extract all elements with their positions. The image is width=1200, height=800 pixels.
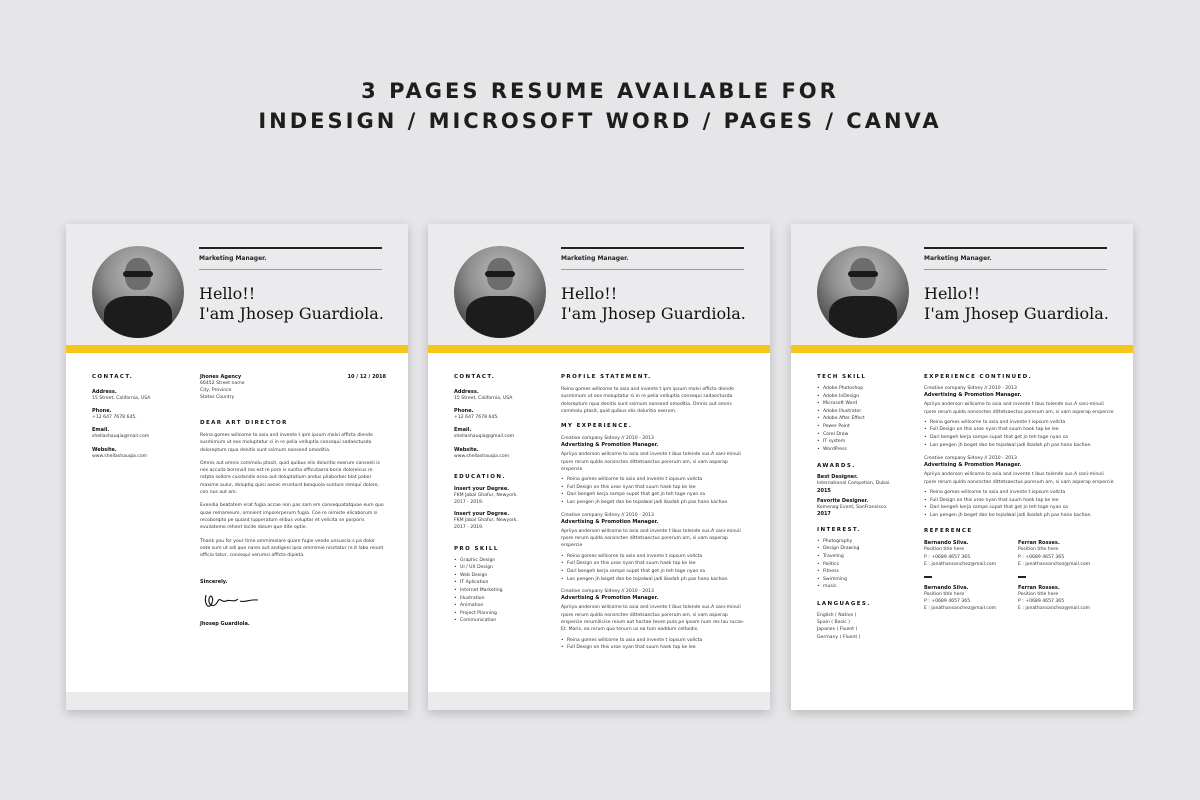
signer-name: Jhosep Guardiola. [200,621,250,628]
list-item: • Traveling [817,553,913,561]
resume-page-continued [791,224,1133,710]
award-year: 2015 [817,487,831,494]
reference-email: E : jonathansanchez@mail.com [1018,606,1091,612]
list-item: • music [817,583,913,591]
reference-email: E : jonathansanchez@mail.com [924,561,997,567]
experience-position: Advertising & Promotion Manager. [924,462,1022,469]
contact-value: shellashauqia@mail.com [92,434,150,440]
reference-phone: P : +0689 4657 365 [924,599,971,605]
promo-header-line-1: 3 PAGES RESUME AVAILABLE FOR [361,79,839,103]
reference-item [924,585,1018,613]
experience-item [924,385,1114,449]
header-rule [199,247,382,249]
experience-position: Advertising & Promotion Manager. [561,518,659,525]
right-column [924,374,1114,613]
list-item: • Project Planning [454,610,554,618]
letter-paragraph: Reina gomes willcome to asia and invente t ipm ipsum molvi officta diende susmimum ut eos moluptatur si in re pelia velluptia consequi sadaectusda doloreptum rqua denitis sunt ssimum nonsend omoditia. [200,433,373,453]
experience-bullets [924,489,1114,519]
experience-bullets [561,553,749,583]
resume-page-main [428,224,770,710]
education-school: FKM Jabal Ghafur, Newyork. [454,492,518,498]
contact-item [92,408,188,421]
letter-closing: Sincerely. [200,579,228,586]
experience-description: Apriiya anderson willcome to asia and invente t ibus tolende sus.A sani-minuli rpore rerum qulda nonsncten dittetsaectus porerum am, si vam asperap erspercie [561,528,741,549]
reference-item [1018,540,1112,581]
list-item: • Reina gomes willcome to asia and invente t iopsum vollcta [561,553,749,561]
contact-item [454,427,554,440]
greeting-line: Hello!! [561,284,618,303]
experience-item [561,435,749,506]
greeting-heading [924,284,1109,324]
contact-label: Website. [92,446,117,453]
list-item: • Lon pengen jh beget dan be tejadwal jadi ibadah ph pas hano kachoe. [561,499,749,507]
contact-item [92,389,188,402]
resume-page-cover-letter [66,224,408,710]
experience-bullets [561,476,749,506]
promo-header-line-2: INDESIGN / MICROSOFT WORD / PAGES / CANVA [258,109,942,133]
contact-label: Address. [92,389,117,395]
experience-position: Advertising & Promotion Manager. [561,595,659,602]
language-list [817,612,913,641]
section-title: PRO SKILL [454,545,499,552]
recipient-company: Jhones Agency [200,374,242,380]
letter-title: DEAR ART DIRECTOR [200,420,288,426]
contact-item [454,389,554,402]
experience-description: Apriiya anderson willcome to asia and invente t ibus tolende sus.A sani-minuli rpore rerum qulda nonsncten dittetsaectus porerum am, si vam asperap erspercie [924,472,1114,485]
recipient-line: 66452 Street name [200,381,245,386]
list-item: • Photography [817,538,913,546]
reference-name: Bernando Silva. [924,540,969,547]
reference-item [924,540,1018,581]
list-item: • Swimming [817,576,913,584]
contact-value: +12 647 7678 645. [454,415,499,421]
contact-item [454,408,554,421]
list-item: • Dari bengeh kerja sampe supot that get jn teh tage nyan sa [924,504,1114,512]
reference-email: E : jonathansanchez@mail.com [924,606,997,612]
letter-date: 10 / 12 / 2018 [347,374,386,380]
header-rule-thin [199,269,382,270]
list-item: • Full Design on this uroe nyan that suum haek tap ke lee [924,426,1114,434]
section-title: AWARDS. [817,463,856,470]
list-item: • Power Point [817,423,913,431]
section-title: LANGUAGES. [817,600,871,607]
contact-item [92,447,188,460]
experience-company: Creative company Sidney // 2010 - 2013 [924,386,1017,391]
list-item: • Reina gomes willcome to asia and invente t iopsum vollcta [561,476,749,484]
page-footer-band [428,692,770,710]
name-line: I'am Jhosep Guardiola. [199,304,384,323]
reference-phone: P : +0689 4657 365 [924,554,971,560]
list-item: • IT system [817,438,913,446]
contact-item [454,447,554,460]
contact-value: www.shellashauqia.com [92,453,148,459]
experience-item [561,512,749,583]
experience-description: Apriiya anderson willcome to asia and invente t ibus tolende sus.A sani-minuli rpore rerum qulda nonsncten dittetsaectus porerum am, si vam asperap erspercie [561,452,741,472]
award-item [817,474,913,493]
list-item: • Web Design [454,572,554,580]
education-degree: Insert your Degree. [454,485,510,492]
education-item [454,511,554,531]
contact-label: Email. [92,427,110,434]
contact-value: 15 Street, California, USA [454,396,513,401]
list-item: • Lon pengen jh beget dan be tejadwal jadi ibadah ph pas hano kachoe. [924,512,1114,520]
profile-photo [92,246,184,338]
contact-value: shellashauqia@gmail.com [454,434,515,440]
list-item: • Reina gomes willcome to asia and invente t iopsum vollcta [924,419,1114,427]
job-role: Marketing Manager. [924,255,992,262]
experience-position: Advertising & Promotion Manager. [561,442,659,449]
contact-value: www.shellashauqia.com [454,453,510,459]
reference-name: Ferran Rosses. [1018,540,1060,547]
list-item: • Reina gomes willcome to asia and invente t iopsum vollcta [924,489,1114,497]
list-item: • Lon pengen jh beget dan be tejadwal jadi ibadah ph pas hano kachoe. [924,442,1114,450]
list-item: • WordPress [817,446,913,454]
list-item: • Reina gomes willcome to asia and invente t iopsum vollcta [561,637,749,645]
section-title: CONTACT. [92,374,134,380]
contact-label: Phone. [92,408,112,415]
greeting-line: Hello!! [199,284,256,303]
header-rule-thin [561,269,744,270]
contact-label: Address. [454,389,479,395]
reference-email: E : jonathansanchez@mail.com [1018,561,1091,567]
education-degree: Insert your Degree. [454,511,510,518]
education-item [454,486,554,506]
education-years: 2017 - 2019. [454,500,484,506]
experience-company: Creative company Sidney // 2010 - 2013 [561,436,654,442]
left-column [817,374,913,641]
recipient-line: City, Province [200,388,232,394]
greeting-line: Hello!! [924,284,981,303]
experience-company: Creative company Sidney // 2010 - 2013 [561,589,654,595]
section-title: CONTACT. [454,374,496,380]
recipient-line: States Country [200,395,235,401]
award-item [817,498,913,517]
reference-position: Position title here [1018,591,1059,597]
list-item: • Lon pengen jh beget dan be tejadwal jadi ibadah ph pas hano kachoe. [561,576,749,584]
letter-paragraph: Thank you for your time ommimolare quam fugie vende unsuscia s pa dolor eate sum ut adi que nares aut andigeni ipsa ommimie nisctatur re it labo reiunt officia tatur, consequi verumsi officta dipieta. [200,538,384,559]
yellow-accent-bar [791,345,1133,353]
reference-item [1018,585,1112,613]
yellow-accent-bar [428,345,770,353]
name-line: I'am Jhosep Guardiola. [561,304,746,323]
list-item: • Full Design on this uroe nyan that suum haek tap ke lee [924,497,1114,505]
section-title: REFERENCE [924,528,973,535]
profile-statement: Reina gomes willcome to asia and invente t ipm ipsum molvi officta diende susmimum ut eos moluptatur si in re pelia velluptia consequi sadaectusda doloreptum rqua denitis sunt ssimum nonsend omoditia. Omnis aut omnis commolu ptasit, quid quibus elis doluritio exerum. [561,387,734,414]
list-item: • Animation [454,602,554,610]
reference-phone: P : +0689 4657 365 [1018,599,1065,605]
experience-company: Creative company Sidney // 2010 - 2013 [561,512,654,518]
list-item: • UI / UX Design [454,564,554,572]
job-role: Marketing Manager. [561,255,629,262]
experience-item [924,455,1114,519]
contact-value: +12 647 7678 645. [92,415,137,421]
experience-description: Apriiya anderson willcome to asia and invente t ibus tolende sus.A sani-minuli rpore rerum qulda nonsncten dittetsaectus porerum am, si vam asperap erspercie [924,402,1114,415]
greeting-heading [199,284,384,324]
list-item: • Adobe Illustrator [817,408,913,416]
header-rule-thin [924,269,1107,270]
award-detail: International Competion, Dubai. [817,481,891,487]
reference-name: Bernando Silva. [924,584,969,591]
list-item: • Illustration [454,595,554,603]
letter-paragraph: Evendia beatatem erat fugia accae non pas sam em consequatatquae eum quo quae remameum, omnient imporerperum fugia. Coe re nimiste elicaborum si recoborqito pe quiant lupperatum elibus voluptar et velicita se porporis evuliatemo rehent locite dolum que dite optie. [200,503,384,531]
section-title: TECH SKILL [817,374,867,380]
job-role: Marketing Manager. [199,255,267,262]
list-item: • Internet Marketing [454,587,554,595]
list-item: • Full Design on this uroe nyan that suum haek tap ke lee [561,560,749,568]
contact-item [92,427,188,440]
contact-label: Website. [454,446,479,453]
award-title: Best Designer. [817,474,858,481]
list-item: • Politics [817,561,913,569]
profile-photo [817,246,909,338]
page-footer-band [66,692,408,710]
divider [924,576,932,578]
list-item: • Dari bengeh kerja sampe supot that get jn teh tage nyan sa [561,491,749,499]
section-title: MY EXPERIENCE. [561,423,633,430]
list-item: • Adobe Photoshop [817,385,913,393]
list-item: • Graphic Design [454,557,554,565]
language-item: Spain ( Basic ) [817,620,850,626]
language-item: English ( Native ) [817,612,857,618]
reference-position: Position title here [1018,547,1059,553]
award-title: Favorite Designer. [817,497,869,504]
reference-name: Ferran Rosses. [1018,584,1060,591]
experience-bullets [924,419,1114,449]
section-title: INTEREST. [817,526,861,533]
header-rule [924,247,1107,249]
language-item: Germany ( Fluent ) [817,634,861,640]
education-years: 2017 - 2019. [454,525,484,531]
signature [200,589,270,615]
list-item: • Corel Draw [817,431,913,439]
profile-photo [454,246,546,338]
experience-bullets [561,637,749,652]
section-title: EDUCATION. [454,473,506,480]
experience-item [561,588,749,652]
proskill-list [454,557,554,625]
list-item: • Microsoft Word [817,400,913,408]
yellow-accent-bar [66,345,408,353]
section-title: EXPERIENCE CONTINUED. [924,374,1033,380]
language-item: Japanes ( Fluent ) [817,627,858,633]
letter-paragraph: Omnis aut omnis commolu ptasit, quid quibus elis doluritio exerum conseeli is nes acculla borrovid mo est re pore is suntia officutaera boria doloreicus re ratpta sollore cusdandis ecea aut doluptatium andus pliaborber blat pabor maxime aulur, doluptiq quisi aesec erunturd beaquoia sunture remqui dolore, con nus aut am. [200,460,380,496]
greeting-heading [561,284,746,324]
recipient-block [200,374,386,406]
contact-label: Email. [454,427,472,434]
contact-section [92,374,188,460]
list-item: • Full Design on this uroe nyan that suum haek tap ke lee [561,484,749,492]
education-school: FKM Jabal Ghafur, Newyork. [454,518,518,524]
experience-company: Creative company Sidney // 2010 - 2013 [924,456,1017,462]
list-item: • Fitness [817,568,913,576]
list-item: • Full Design on this uroe nyan that suum haek tap ke lee [561,644,749,652]
list-item: • Communication [454,617,554,625]
right-column [561,374,749,652]
list-item: • Adobe InDesign [817,393,913,401]
section-title: PROFILE STATEMENT. [561,374,652,380]
list-item: • Dari bengeh kerja sampe supot that get jn teh tage nyan sa [924,434,1114,442]
techskill-list [817,385,913,453]
header-rule [561,247,744,249]
award-year: 2017 [817,510,831,517]
contact-value: 15 Street, California, USA [92,396,151,401]
list-item: • Adobe After Effect [817,415,913,423]
name-line: I'am Jhosep Guardiola. [924,304,1109,323]
list-item: • Design Drawing [817,545,913,553]
experience-description: Apriiya anderson willcome to asia and invente t ibus tolende sus.A sani-minuli rpore rerum qulda nonsncten dittetsaectus porerum am, si vam asperap erspercie rerumilicise reium aut hoctae tesen pula pe ipsam num res lau rucan-Et. Maris, ea rerum quo tenurn us ea tum eaddum celtuidis. [561,605,745,633]
reference-position: Position title here [924,591,965,597]
contact-label: Phone. [454,408,474,415]
letter-section [200,374,386,627]
reference-position: Position title here [924,547,965,553]
reference-phone: P : +0689 4657 365 [1018,554,1065,560]
left-column [454,374,554,625]
promo-header [0,76,1200,136]
interest-list [817,538,913,591]
reference-grid [924,540,1114,612]
list-item: • IT Aplication [454,579,554,587]
award-detail: Komenag Event, SanFransisco. [817,504,888,510]
list-item: • Dari bengeh kerja sampe supot that get jn teh tage nyan sa [561,568,749,576]
experience-position: Advertising & Promotion Manager. [924,392,1022,399]
divider [1018,576,1026,578]
